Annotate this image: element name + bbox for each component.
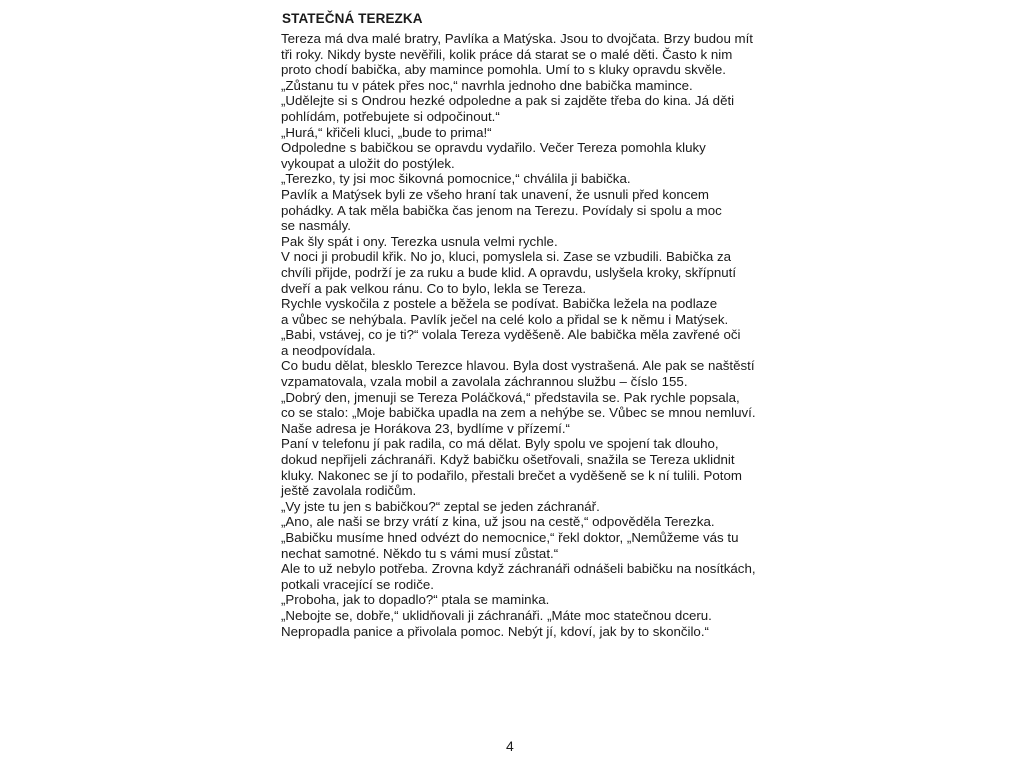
- story-line: co se stalo: „Moje babička upadla na zem a nehýbe se. Vůbec se mnou nemluví.: [281, 405, 756, 421]
- story-line: a vůbec se nehýbala. Pavlík ječel na celé kolo a přidal se k němu i Matýsek.: [281, 311, 729, 327]
- story-line: „Nebojte se, dobře,“ uklidňovali ji záchranáři. „Máte moc statečnou dceru.: [281, 607, 712, 623]
- story-line: „Vy jste tu jen s babičkou?“ zeptal se jeden záchranář.: [281, 498, 600, 514]
- story-line: kluky. Nakonec se jí to podařilo, přestali brečet a vyděšeně se k ní tulili. Potom: [281, 467, 742, 483]
- story-line: dokud nepřijeli záchranáři. Když babičku ošetřovali, snažila se Tereza uklidnit: [281, 452, 735, 468]
- story-line: a neodpovídala.: [281, 342, 376, 358]
- story-line: tři roky. Nikdy byste nevěřili, kolik práce dá starat se o malé děti. Často k nim: [281, 46, 733, 62]
- story-line: se nasmály.: [281, 218, 351, 234]
- story-line: Odpoledne s babičkou se opravdu vydařilo. Večer Tereza pomohla kluky: [281, 140, 706, 156]
- story-title: STATEČNÁ TEREZKA: [282, 11, 423, 26]
- story-line: Tereza má dva malé bratry, Pavlíka a Matýska. Jsou to dvojčata. Brzy budou mít: [281, 31, 753, 46]
- story-line: „Zůstanu tu v pátek přes noc,“ navrhla jednoho dne babička mamince.: [281, 77, 693, 93]
- story-line: „Babi, vstávej, co je ti?“ volala Tereza vyděšeně. Ale babička měla zavřené oči: [281, 327, 741, 343]
- story-line: proto chodí babička, aby mamince pomohla. Umí to s kluky opravdu skvěle.: [281, 62, 726, 78]
- story-line: Co budu dělat, blesklo Terezce hlavou. Byla dost vystrašená. Ale pak se naštěstí: [281, 358, 755, 374]
- story-line: „Babičku musíme hned odvézt do nemocnice,“ řekl doktor, „Nemůžeme vás tu: [281, 530, 739, 545]
- story-line: Pavlík a Matýsek byli ze všeho hraní tak unavení, že usnuli před koncem: [281, 186, 709, 202]
- story-line: Pak šly spát i ony. Terezka usnula velmi rychle.: [281, 233, 558, 249]
- story-line: Ale to už nebylo potřeba. Zrovna když záchranáři odnášeli babičku na nosítkách,: [281, 561, 756, 577]
- story-line: V noci ji probudil křik. No jo, kluci, pomyslela si. Zase se vzbudili. Babička za: [281, 249, 732, 265]
- story-line: Nepropadla panice a přivolala pomoc. Nebýt jí, kdoví, jak by to skončilo.“: [281, 623, 709, 639]
- story-line: „Udělejte si s Ondrou hezké odpoledne a pak si zajděte třeba do kina. Já děti: [281, 93, 735, 109]
- story-line: pohlídám, potřebujete si odpočinout.“: [281, 108, 500, 124]
- story-line: pohádky. A tak měla babička čas jenom na Terezu. Povídaly si spolu a moc: [281, 202, 722, 218]
- story-line: „Dobrý den, jmenuji se Tereza Poláčková,“ představila se. Pak rychle popsala,: [281, 389, 740, 405]
- story-line: potkali vracející se rodiče.: [281, 576, 434, 592]
- story-line: Paní v telefonu jí pak radila, co má dělat. Byly spolu ve spojení tak dlouho,: [281, 436, 719, 452]
- story-text: [281, 31, 761, 639]
- story-line: „Ano, ale naši se brzy vrátí z kina, už jsou na cestě,“ odpověděla Terezka.: [281, 514, 715, 530]
- page-number: 4: [506, 738, 514, 754]
- story-line: Naše adresa je Horákova 23, bydlíme v přízemí.“: [281, 420, 570, 436]
- story-line: vykoupat a uložit do postýlek.: [281, 155, 455, 171]
- story-line: „Hurá,“ křičeli kluci, „bude to prima!“: [281, 124, 492, 140]
- story-line: dveří a pak velkou ránu. Co to bylo, lekla se Tereza.: [281, 280, 587, 296]
- story-line: chvíli přijde, podrží je za ruku a bude klid. A opravdu, uslyšela kroky, skřípnutí: [281, 264, 737, 280]
- story-line: nechat samotné. Někdo tu s vámi musí zůstat.“: [281, 545, 559, 561]
- story-line: „Terezko, ty jsi moc šikovná pomocnice,“ chválila ji babička.: [281, 171, 631, 187]
- story-line: „Proboha, jak to dopadlo?“ ptala se maminka.: [281, 592, 550, 608]
- story-line: vzpamatovala, vzala mobil a zavolala záchrannou službu – číslo 155.: [281, 374, 688, 390]
- story-line: ještě zavolala rodičům.: [281, 483, 417, 499]
- story-line: Rychle vyskočila z postele a běžela se podívat. Babička ležela na podlaze: [281, 296, 718, 312]
